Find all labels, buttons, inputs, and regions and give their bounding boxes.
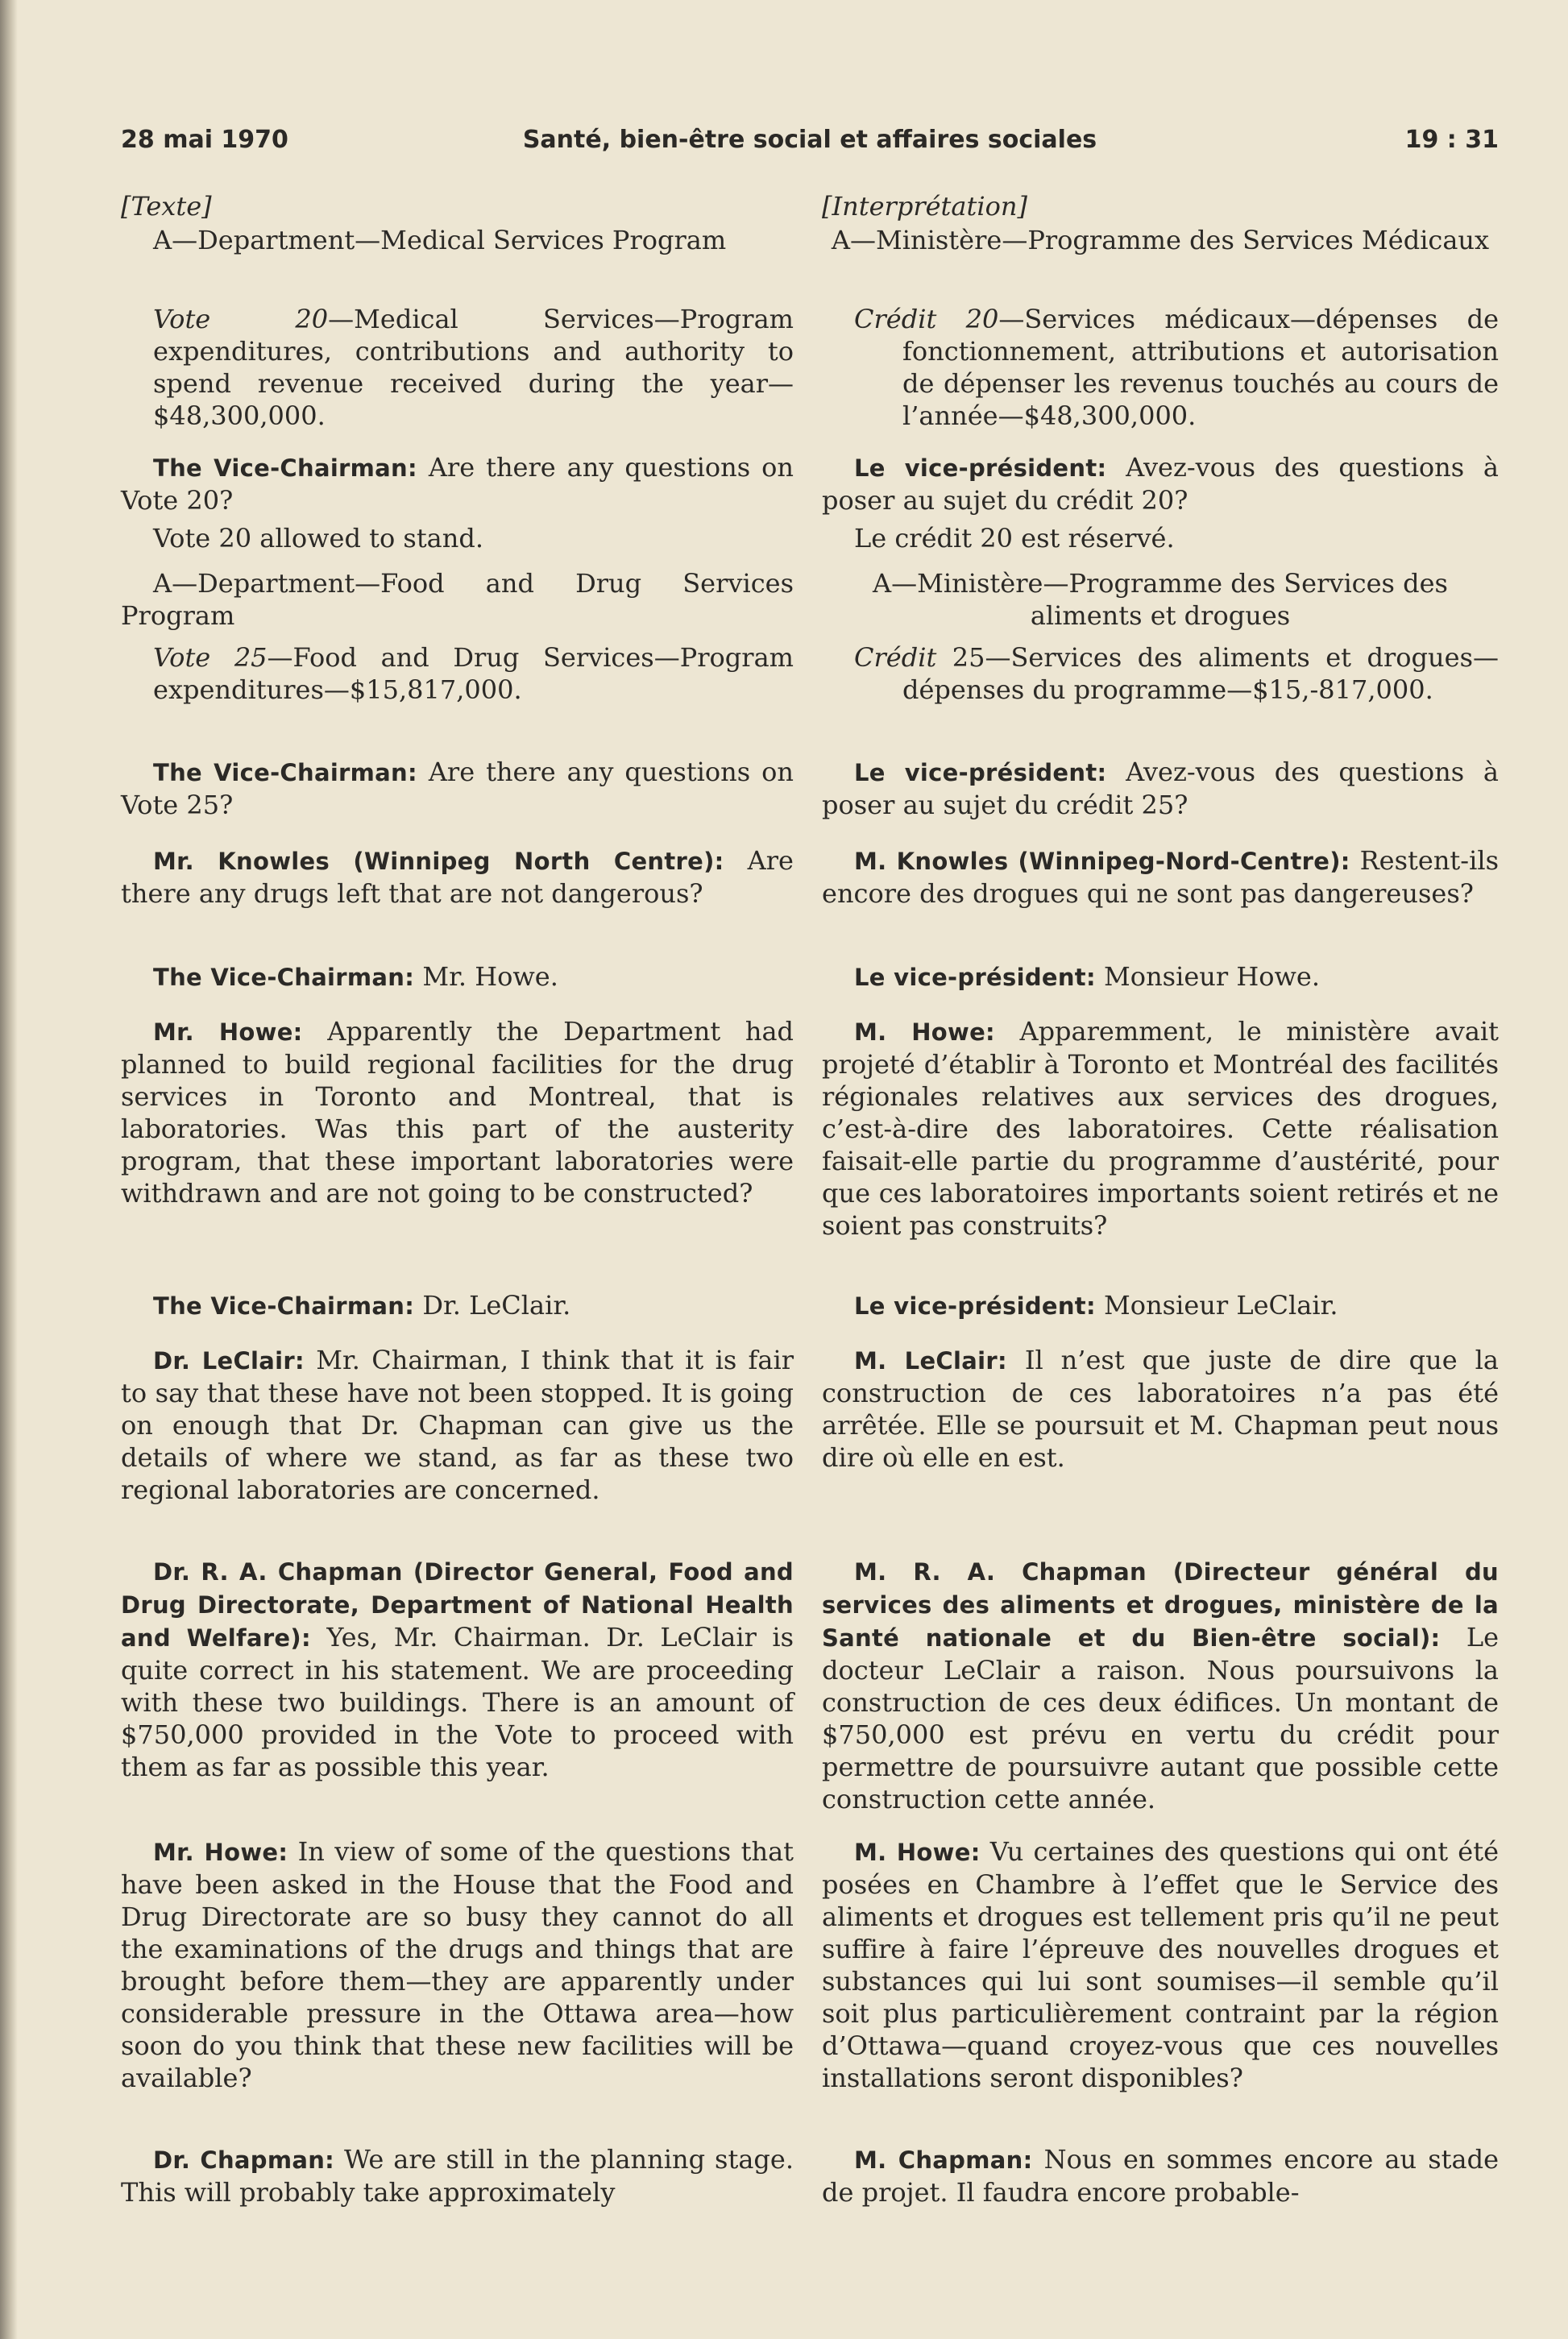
speaker-name: Dr. Chapman: [153, 2146, 335, 2174]
speaker-name: Dr. R. A. Chapman (Director General, Food and Drug Directorate, Department of National Health and Welfare): [121, 1558, 794, 1652]
speech-text: Are there any questions on Vote 20? [121, 452, 794, 516]
speaker-name: Dr. LeClair: [153, 1347, 305, 1375]
speech-paragraph [822, 756, 1499, 821]
speaker-name: Le vice-président: [854, 1292, 1096, 1320]
speech-paragraph [121, 1015, 794, 1209]
note-paragraph: Le crédit 20 est réservé. [854, 523, 1175, 554]
speaker-name: Mr. Howe: [153, 1018, 303, 1046]
speech-paragraph [121, 451, 794, 516]
speech-text: Nous en sommes encore au stade de projet. Il faudra encore probable- [822, 2144, 1500, 2208]
vote-label: Vote 25 [153, 642, 268, 673]
speaker-name: The Vice-Chairman: [153, 454, 417, 482]
speaker-name: The Vice-Chairman: [153, 759, 417, 786]
speaker-name: M. Howe: [854, 1839, 981, 1866]
speech-text: Vu certaines des questions qui ont été posées en Chambre à l’effet que le Service des aliments et drogues est tellement pris qu’il ne peut suffire à faire l’épreuve des nouvelles drogues et substances qui lui sont soumises—il semble qu’il soit plus particulièrement contraint par la région d’Ottawa—quand croyez-vous que ces nouvelles installations seront disponibles? [822, 1836, 1500, 2093]
note-paragraph: Vote 20 allowed to stand. [153, 523, 484, 554]
speech-paragraph [121, 1835, 794, 2094]
vote-label: Crédit 20 [854, 304, 999, 334]
speech-paragraph [822, 844, 1499, 910]
speaker-name: M. Chapman: [854, 2146, 1033, 2174]
speech-paragraph [822, 1015, 1499, 1242]
speaker-name: Le vice-président: [854, 759, 1107, 786]
speech-paragraph [822, 1344, 1499, 1474]
running-header [121, 126, 1499, 161]
speaker-name: M. R. A. Chapman (Directeur général du services des aliments et drogues, ministère de la Santé nationale et du Bien-être social): [822, 1558, 1499, 1652]
speaker-name: Le vice-président: [854, 964, 1096, 991]
speech-text: Dr. LeClair. [414, 1290, 571, 1321]
vote-label: Vote 20 [153, 304, 329, 334]
speech-paragraph [822, 1289, 1499, 1322]
vote-text: —Medical Services—Program expenditures, contributions and authority to spend revenue received during the year—$48,300,000. [153, 304, 794, 431]
speech-paragraph [121, 2143, 794, 2208]
speech-text: Il n’est que juste de dire que la construction de ces laboratoires n’a pas été arrêtée. Elle se poursuit et M. Chapman peut nous dire où elle en est. [822, 1345, 1499, 1473]
speech-paragraph [121, 844, 794, 910]
speech-paragraph [121, 1344, 794, 1506]
speech-paragraph [822, 960, 1499, 993]
vote-item [822, 641, 1499, 706]
vote-text: —Food and Drug Services—Program expenditures—$15,817,000. [153, 642, 794, 705]
speech-text: In view of some of the questions that have been asked in the House that the Food and Drug Directorate are so busy they cannot do all the examinations of the drugs and things that are brought before them—they are apparently under considerable pressure in the Ottawa area—how soon do you think that these new facilities will be available? [121, 1836, 794, 2093]
speech-text: Le docteur LeClair a raison. Nous poursuivons la construction de ces deux édifices. Un montant de $750,000 est prévu en vertu du crédit pour permettre de poursuivre autant que possible cette construction cette année. [822, 1622, 1500, 1814]
speech-paragraph [822, 2143, 1499, 2208]
speaker-name: M. Howe: [854, 1018, 995, 1046]
speech-paragraph [121, 1555, 794, 1783]
speech-paragraph [822, 1555, 1499, 1815]
page-binding-edge [0, 0, 18, 2339]
header-title: Santé, bien-être social et affaires sociales [522, 126, 1097, 154]
header-page-number: 19 : 31 [1404, 126, 1499, 154]
speaker-name: The Vice-Chairman: [153, 1292, 415, 1320]
speech-text: Yes, Mr. Chairman. Dr. LeClair is quite correct in his statement. We are proceeding with these two buildings. There is an amount of $750,000 provided in the Vote to proceed with them as far as possible this year. [121, 1622, 794, 1782]
speech-text: Are there any questions on Vote 25? [121, 757, 794, 820]
speech-paragraph [822, 1835, 1499, 2094]
speaker-name: Mr. Knowles (Winnipeg North Centre): [153, 848, 724, 875]
speaker-name: M. Knowles (Winnipeg-Nord-Centre): [854, 848, 1350, 875]
program-heading: A—Department—Medical Services Program [153, 225, 727, 255]
section-marker: [Texte] [121, 191, 212, 222]
speech-text: Mr. Howe. [414, 961, 558, 992]
speech-text: Avez-vous des questions à poser au sujet du crédit 25? [822, 757, 1499, 820]
speech-text: Avez-vous des questions à poser au sujet du crédit 20? [822, 452, 1499, 516]
speech-text: Are there any drugs left that are not dangerous? [121, 845, 794, 909]
speech-text: Restent-ils encore des drogues qui ne sont pas dangereuses? [822, 845, 1499, 909]
speech-text: Mr. Chairman, I think that it is fair to say that these have not been stopped. It is going on enough that Dr. Chapman can give us the details of where we stand, as far as these two regional laboratories are concerned. [121, 1345, 794, 1505]
speech-text: Monsieur LeClair. [1095, 1290, 1338, 1321]
speech-text: We are still in the planning stage. This will probably take approximately [121, 2144, 794, 2208]
program-heading: A—Department—Food and Drug Services Program [121, 568, 794, 631]
vote-item [822, 303, 1499, 432]
vote-text: 25—Services des aliments et drogues—dépenses du programme—$15,-817,000. [902, 642, 1499, 705]
speech-paragraph [121, 960, 794, 993]
speech-paragraph [121, 1289, 794, 1322]
speaker-name: M. LeClair: [854, 1347, 1007, 1375]
speech-text: Apparemment, le ministère avait projeté d’établir à Toronto et Montréal des facilités régionales relatives aux services des drogues, c’est-à-dire des laboratoires. Cette réalisation faisait-elle partie du programme d’austérité, pour que ces laboratoires importants soient retirés et ne soient pas construits? [822, 1016, 1499, 1241]
speaker-name: Mr. Howe: [153, 1839, 288, 1866]
speaker-name: Le vice-président: [854, 454, 1107, 482]
program-heading: A—Ministère—Programme des Services Médicaux [831, 225, 1490, 255]
speech-text: Monsieur Howe. [1095, 961, 1321, 992]
speech-text: Apparently the Department had planned to build regional facilities for the drug services in Toronto and Montreal, that is laboratories. Was this part of the austerity program, that these important laboratories were withdrawn and are not going to be constructed? [121, 1016, 794, 1209]
vote-text: —Services médicaux—dépenses de fonctionnement, attributions et autorisation de dépenser les revenus touchés au cours de l’année—$48,300,000. [902, 304, 1500, 431]
speaker-name: The Vice-Chairman: [153, 964, 415, 991]
vote-item [121, 641, 794, 706]
vote-item [121, 303, 794, 432]
speech-paragraph [121, 756, 794, 821]
vote-label: Crédit [854, 642, 937, 673]
section-marker: [Interprétation] [822, 191, 1027, 222]
speech-paragraph [822, 451, 1499, 516]
header-date: 28 mai 1970 [121, 126, 288, 154]
program-heading: A—Ministère—Programme des Services des aliments et drogues [873, 568, 1448, 631]
